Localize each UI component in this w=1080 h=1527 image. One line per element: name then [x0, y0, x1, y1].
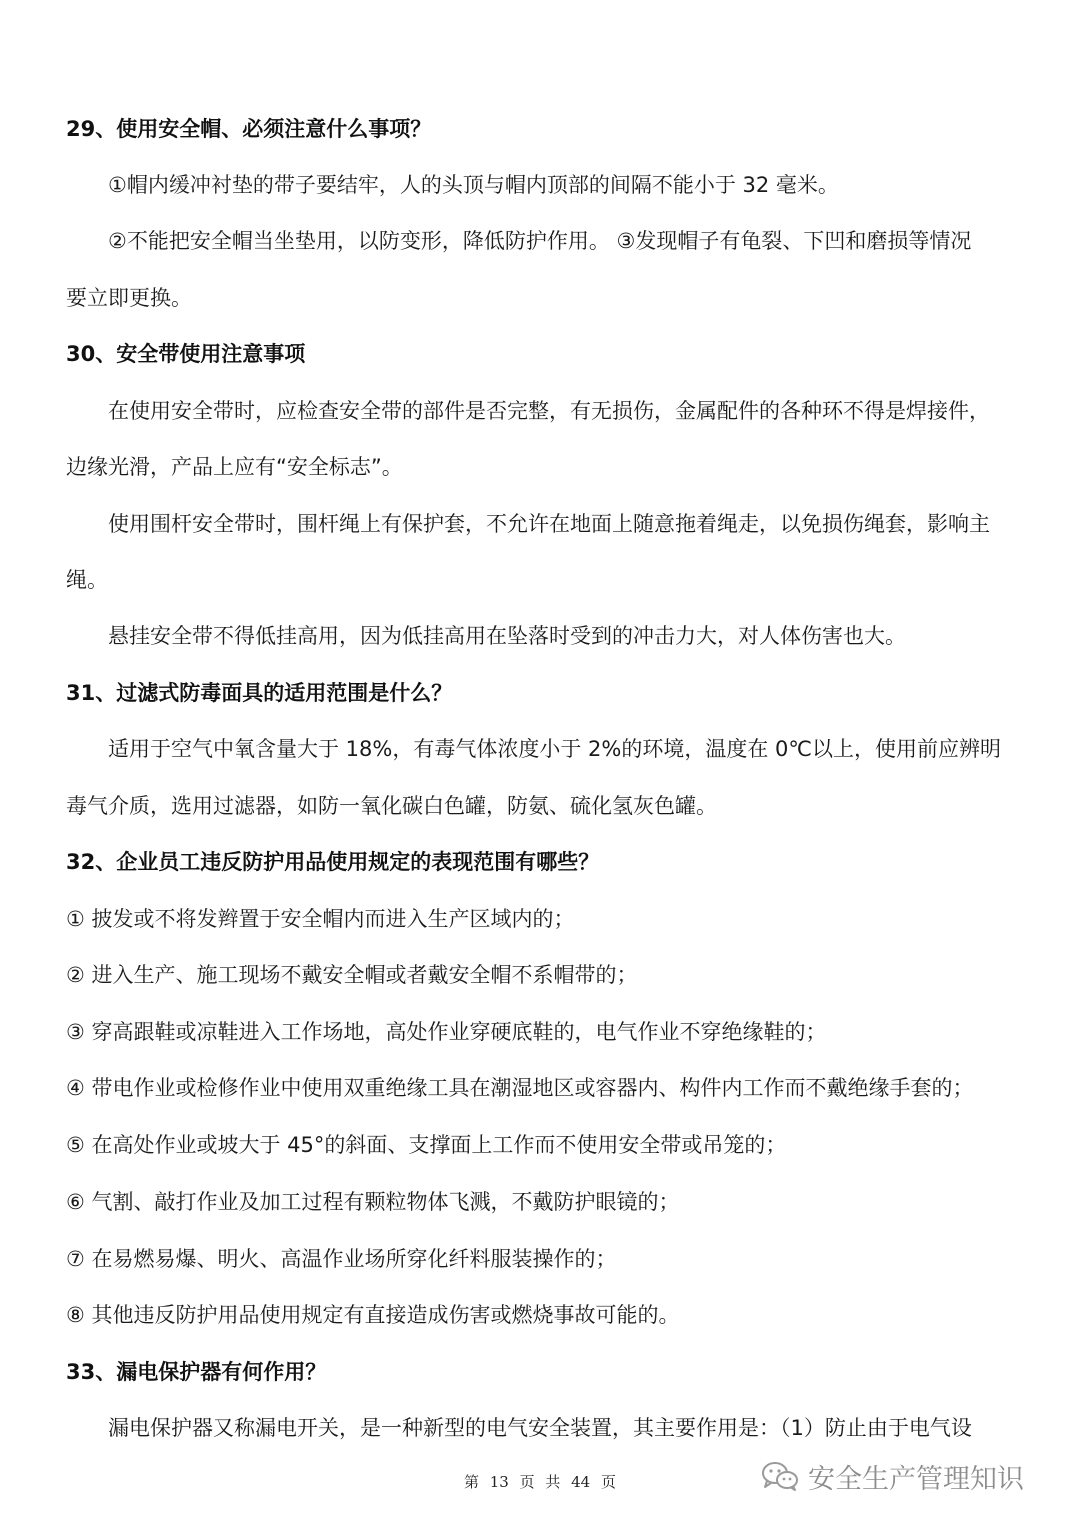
question-32-heading: 32、企业员工违反防护用品使用规定的表现范围有哪些？ [66, 850, 600, 874]
list-item: ③ 穿高跟鞋或凉鞋进入工作场地，高处作业穿硬底鞋的，电气作业不穿绝缘鞋的； [66, 1020, 827, 1044]
list-item: ⑤ 在高处作业或坡大于 45°的斜面、支撑面上工作而不使用安全带或吊笼的； [66, 1133, 787, 1157]
paragraph-line: 漏电保护器又称漏电开关，是一种新型的电气安全装置，其主要作用是：（1）防止由于电气设 [108, 1416, 972, 1440]
list-item: ⑧ 其他违反防护用品使用规定有直接造成伤害或燃烧事故可能的。 [66, 1303, 680, 1327]
wechat-icon [760, 1460, 800, 1492]
paragraph-line: 悬挂安全带不得低挂高用，因为低挂高用在坠落时受到的冲击力大，对人体伤害也大。 [108, 624, 906, 648]
list-item: ④ 带电作业或检修作业中使用双重绝缘工具在潮湿地区或容器内、构件内工作而不戴绝缘手套的； [66, 1076, 974, 1100]
paragraph-line: 适用于空气中氧含量大于 18%，有毒气体浓度小于 2%的环境，温度在 0℃以上，使用前应辨明 [108, 737, 1001, 761]
question-33-heading: 33、漏电保护器有何作用？ [66, 1360, 327, 1384]
paragraph-line: 在使用安全带时，应检查安全带的部件是否完整，有无损伤，金属配件的各种环不得是焊接件， [108, 399, 990, 423]
list-item: ⑦ 在易燃易爆、明火、高温作业场所穿化纤料服装操作的； [66, 1247, 617, 1271]
question-31-heading: 31、过滤式防毒面具的适用范围是什么？ [66, 681, 453, 705]
list-item: ⑥ 气割、敲打作业及加工过程有颗粒物体飞溅，不戴防护眼镜的； [66, 1190, 680, 1214]
paragraph-line: 绳。 [66, 568, 108, 592]
paragraph-line: ①帽内缓冲衬垫的带子要结牢，人的头顶与帽内顶部的间隔不能小于 32 毫米。 [108, 173, 839, 197]
question-30-heading: 30、安全带使用注意事项 [66, 342, 306, 366]
paragraph-line: 边缘光滑，产品上应有“安全标志”。 [66, 455, 403, 479]
list-item: ① 披发或不将发辫置于安全帽内而进入生产区域内的； [66, 907, 575, 931]
paragraph-line: ②不能把安全帽当坐垫用，以防变形，降低防护作用。 ③发现帽子有龟裂、下凹和磨损等情况 [108, 229, 972, 253]
paragraph-line: 要立即更换。 [66, 286, 192, 310]
page-number-footer: 第 13 页 共 44 页 [463, 1473, 616, 1491]
paragraph-line: 毒气介质，选用过滤器，如防一氧化碳白色罐，防氨、硫化氢灰色罐。 [66, 794, 717, 818]
paragraph-line: 使用围杆安全带时，围杆绳上有保护套，不允许在地面上随意拖着绳走，以免损伤绳套，影响主 [108, 512, 990, 536]
list-item: ② 进入生产、施工现场不戴安全帽或者戴安全帽不系帽带的； [66, 963, 638, 987]
account-watermark [760, 1456, 1024, 1496]
watermark-text: 安全生产管理知识 [808, 1463, 1024, 1495]
question-29-heading: 29、使用安全帽、必须注意什么事项？ [66, 117, 432, 141]
